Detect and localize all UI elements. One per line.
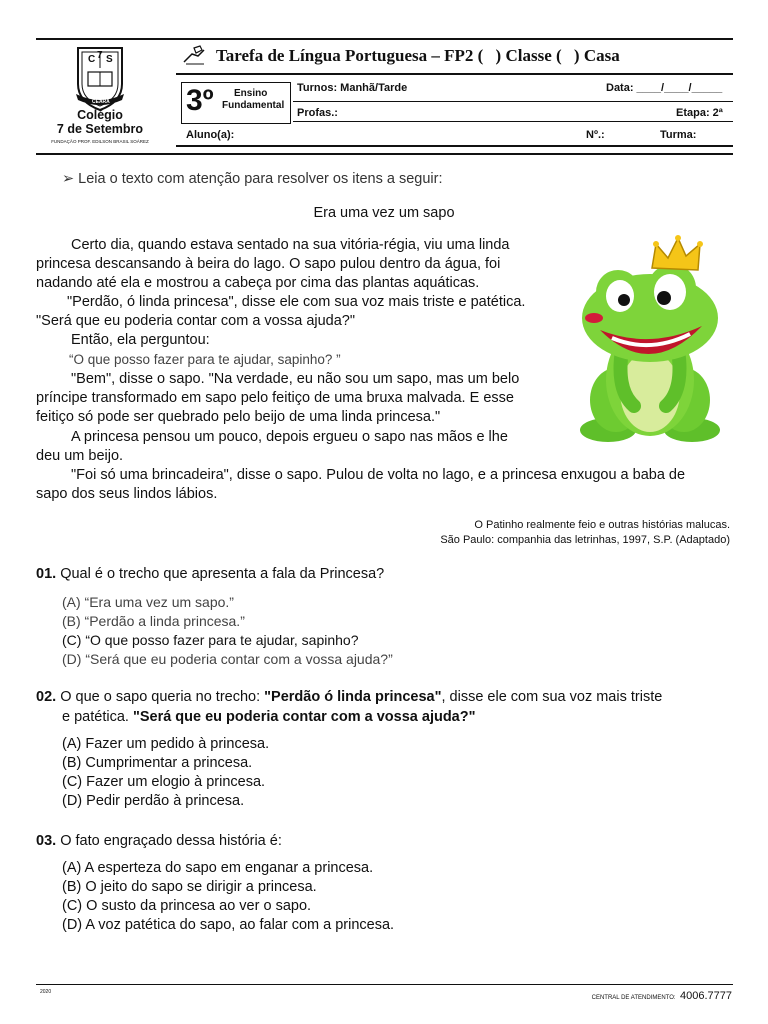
q3-option-b[interactable]: (B) O jeito do sapo se dirigir a princesa. xyxy=(62,879,317,895)
story-line-2: princesa descansando à beira do lago. O sapo pulou dentro da água, foi xyxy=(36,256,501,272)
q3-option-a[interactable]: (A) A esperteza do sapo em enganar a princesa. xyxy=(62,860,374,876)
q1-number: 01. xyxy=(36,566,57,582)
q2-text-1: O que o sapo queria no trecho: xyxy=(60,689,261,705)
q1-text: Qual é o trecho que apresenta a fala da Princesa? xyxy=(60,566,385,582)
q3-option-c[interactable]: (C) O susto da princesa ao ver o sapo. xyxy=(62,898,312,914)
logo-letter-c: C xyxy=(88,54,96,65)
story-line-13: "Foi só uma brincadeira", disse o sapo. Pulou de volta no lago, e a princesa enxugou a baba de xyxy=(71,467,686,483)
logo-letter-s: S xyxy=(106,54,113,65)
q1-option-b[interactable]: (B) “Perdão a linda princesa.” xyxy=(62,613,245,629)
turma-field[interactable]: Turma: xyxy=(660,129,697,141)
q2-quote-1: "Perdão ó linda princesa" xyxy=(264,689,442,705)
grade-label-1: Ensino xyxy=(234,88,268,99)
q1-option-a[interactable]: (A) “Era uma vez um sapo.” xyxy=(62,594,234,610)
story-line-10: feitiço só pode ser quebrado pelo beijo de uma linda princesa." xyxy=(36,409,441,425)
q3-question xyxy=(36,833,282,849)
q2-question xyxy=(36,689,662,705)
source-line-1: O Patinho realmente feio e outras histórias malucas. xyxy=(474,519,730,531)
turnos-label: Turnos: Manhã/Tarde xyxy=(297,82,408,94)
header-rule-3 xyxy=(293,121,733,122)
school-name-2: 7 de Setembro xyxy=(56,122,144,136)
q3-text: O fato engraçado dessa história é: xyxy=(60,833,282,849)
story-line-8: "Bem", disse o sapo. "Na verdade, eu não sou um sapo, mas um belo xyxy=(71,371,520,387)
logo-letter-7: 7 xyxy=(97,50,103,61)
q1-question xyxy=(36,566,384,582)
q2-quote-2: "Será que eu poderia contar com a vossa ajuda?" xyxy=(132,709,476,725)
q2-option-b[interactable]: (B) Cumprimentar a princesa. xyxy=(62,755,253,771)
header-rule-2 xyxy=(293,101,733,102)
footer-rule xyxy=(36,984,733,985)
title-casa: ) Casa xyxy=(573,46,620,65)
q2-text-2: , disse ele com sua voz mais triste xyxy=(441,689,663,705)
footer-contact xyxy=(540,986,732,1004)
story-line-6: Então, ela perguntou: xyxy=(71,332,210,348)
q2-question-cont xyxy=(62,709,475,725)
story-line-3: nadando até ela e mostrou a cabeça por cima das plantas aquáticas. xyxy=(36,275,480,291)
source-line-2: São Paulo: companhia das letrinhas, 1997, S.P. (Adaptado) xyxy=(440,534,730,546)
numero-field[interactable]: Nº.: xyxy=(586,129,605,141)
q2-number: 02. xyxy=(36,689,57,705)
grade-number: 3º xyxy=(186,84,214,117)
story-line-5: "Será que eu poderia contar com a vossa ajuda?" xyxy=(36,313,356,329)
aluno-field[interactable]: Aluno(a): xyxy=(186,129,235,141)
grade-label-2: Fundamental xyxy=(222,100,285,111)
q1-option-d[interactable]: (D) “Será que eu poderia contar com a vossa ajuda?” xyxy=(62,651,393,667)
frog-prince-illustration xyxy=(560,230,740,450)
q2-option-c[interactable]: (C) Fazer um elogio à princesa. xyxy=(62,774,266,790)
q2-option-a[interactable]: (A) Fazer um pedido à princesa. xyxy=(62,736,270,752)
footer-central-label: CENTRAL DE ATENDIMENTO: xyxy=(591,995,676,1001)
title-classe: ) Classe ( xyxy=(495,46,562,65)
q3-number: 03. xyxy=(36,833,57,849)
footer-year: 2020 xyxy=(40,989,52,995)
footer-phone: 4006.7777 xyxy=(680,990,732,1002)
q2-text-3: e patética. xyxy=(62,709,129,725)
worksheet-title xyxy=(176,46,620,66)
profas-label: Profas.: xyxy=(297,107,338,119)
story-line-12: deu um beijo. xyxy=(36,448,124,464)
header-rule-4 xyxy=(176,145,733,147)
title-prefix: Tarefa de Língua Portuguesa – FP2 ( xyxy=(216,46,484,65)
school-name-1: Colégio xyxy=(77,108,123,122)
header-rule-1 xyxy=(176,73,733,75)
q2-option-d[interactable]: (D) Pedir perdão à princesa. xyxy=(62,793,245,809)
top-rule xyxy=(36,38,733,40)
story-line-7: “O que posso fazer para te ajudar, sapinho? ” xyxy=(69,352,341,367)
school-subtitle: FUNDAÇÃO PROF. EDILSON BRASIL SOÁREZ xyxy=(51,139,149,144)
data-field[interactable]: Data: ____/____/_____ xyxy=(606,82,723,94)
story-line-4: "Perdão, ó linda princesa", disse ele com sua voz mais triste e patética. xyxy=(67,294,526,310)
story-line-1: Certo dia, quando estava sentado na sua vitória-régia, viu uma linda xyxy=(71,237,510,253)
etapa-label: Etapa: 2ª xyxy=(676,107,723,119)
q3-option-d[interactable]: (D) A voz patética do sapo, ao falar com a princesa. xyxy=(62,917,395,933)
instruction-text: ➢ Leia o texto com atenção para resolver os itens a seguir: xyxy=(62,171,443,187)
story-title: Era uma vez um sapo xyxy=(313,205,455,221)
story-line-14: sapo dos seus lindos lábios. xyxy=(36,486,218,502)
school-logo xyxy=(38,44,162,148)
header-bottom-rule xyxy=(36,153,733,155)
logo-ribbon-text: CEARÁ xyxy=(92,99,110,105)
story-line-9: príncipe transformado em sapo pelo feitiço de uma bruxa malvada. E esse xyxy=(36,390,514,406)
grade-box xyxy=(181,82,291,124)
q1-option-c[interactable]: (C) “O que posso fazer para te ajudar, sapinho? xyxy=(62,632,359,648)
story-line-11: A princesa pensou um pouco, depois ergueu o sapo nas mãos e lhe xyxy=(71,429,508,445)
